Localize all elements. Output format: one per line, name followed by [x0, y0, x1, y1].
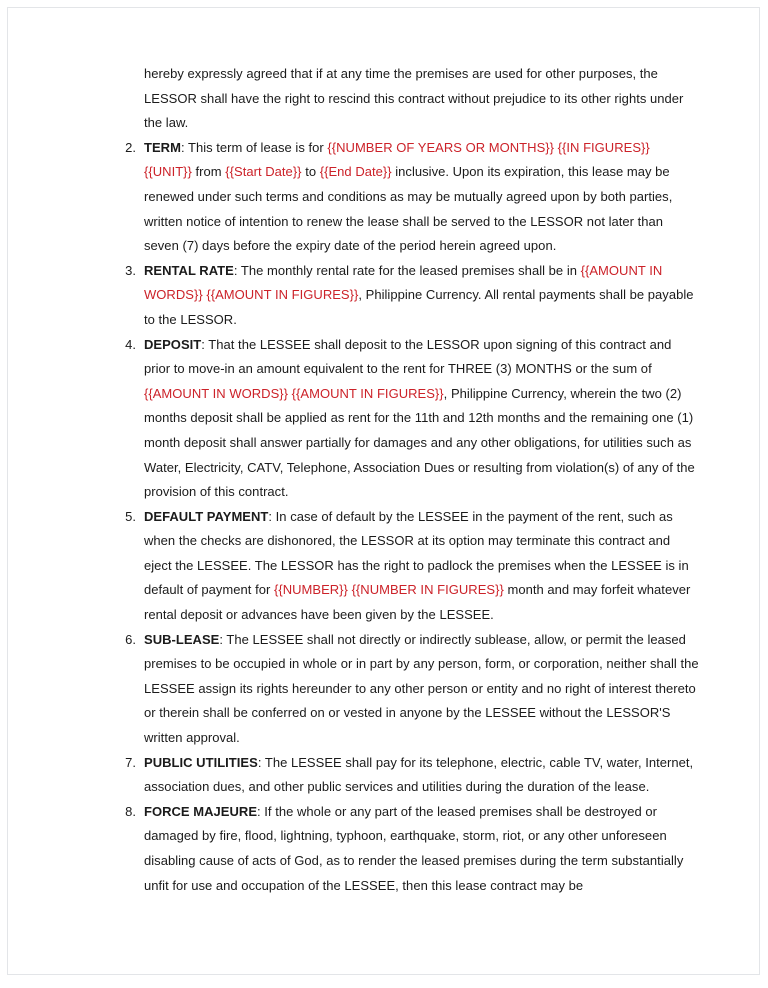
clause-item: [115, 505, 699, 628]
clause-title: PUBLIC UTILITIES: [144, 754, 258, 770]
clause-number: 3.: [125, 262, 136, 278]
clause-title: FORCE MAJEURE: [144, 803, 258, 819]
body-text-run: If the whole or any part of the leased premises shall be destroyed or damaged by fire, flood, lightning, typhoon, earthquake, storm, riot, or any other unforeseen disabling cause of acts of God, as to render the leased premises during the term substantially unfit for use and occupation of the LESSEE, then this lease contract may be: [144, 803, 684, 893]
body-text-run: In case of default by the LESSEE in the payment of the rent, such as when the checks are dishonored, the LESSOR at its option may terminate this contract and eject the LESSEE. The LESSOR has the right to padlock the premises when the LESSEE is in default of payment for: [144, 508, 689, 598]
placeholder-token: {{NUMBER IN FIGURES}}: [351, 582, 504, 598]
placeholder-token: {{IN FIGURES}}: [557, 139, 650, 155]
clause-number: 6.: [125, 631, 136, 647]
clause-separator: :: [233, 262, 241, 278]
clause-title: DEPOSIT: [144, 336, 202, 352]
body-text-run: to: [301, 164, 320, 180]
clause-separator: :: [257, 754, 265, 770]
placeholder-token: {{AMOUNT IN WORDS}}: [144, 385, 289, 401]
placeholder-token: {{NUMBER OF YEARS OR MONTHS}}: [327, 139, 554, 155]
clause-number: 5.: [125, 508, 136, 524]
clause-body: [144, 751, 699, 800]
clause-body: [144, 800, 699, 898]
clause-body: [144, 505, 699, 628]
body-text-run: from: [191, 164, 226, 180]
clause-title: RENTAL RATE: [144, 262, 234, 278]
placeholder-token: {{AMOUNT IN FIGURES}}: [206, 287, 359, 303]
clause-item: [115, 136, 699, 259]
body-text-run: This term of lease is for: [187, 139, 328, 155]
clause-separator: :: [180, 139, 188, 155]
continued-paragraph: [115, 62, 699, 136]
body-text-run: month and may forfeit whatever rental deposit or advances have been given by the LESSEE.: [144, 582, 691, 623]
body-text-run: , Philippine Currency, wherein the two (2) months deposit shall be applied as rent for the 11th and 12th months and the remaining one (1) month deposit shall answer partially for damages and any other obligations, for utilities such as Water, Electricity, CATV, Telephone, Association Dues or resulting from violation(s) of any of the provision of this contract.: [144, 385, 695, 500]
clause-body: [144, 136, 699, 259]
clause-number: 7.: [125, 754, 136, 770]
clause-list: [115, 136, 699, 898]
body-text-run: That the LESSEE shall deposit to the LESSOR upon signing of this contract and prior to move-in an amount equivalent to the rent for THREE (3) MONTHS or the sum of: [144, 336, 672, 377]
clause-item: [115, 259, 699, 333]
clause-separator: :: [268, 508, 276, 524]
clause-item: [115, 751, 699, 800]
clause-title: TERM: [144, 139, 181, 155]
body-text-run: The LESSEE shall pay for its telephone, electric, cable TV, water, Internet, association dues, and other public services and utilities during the duration of the lease.: [144, 754, 694, 795]
body-text-run: inclusive. Upon its expiration, this lease may be renewed under such terms and conditions as may be mutually agreed upon by both parties, written notice of intention to renew the lease shall be served to the LESSOR not later than seven (7) days before the expiry date of the period herein agreed upon.: [144, 164, 673, 254]
placeholder-token: {{AMOUNT IN WORDS}}: [144, 262, 663, 303]
clause-body: [144, 259, 699, 333]
body-text-run: hereby expressly agreed that if at any time the premises are used for other purposes, the LESSOR shall have the right to rescind this contract without prejudice to its other rights under the law.: [144, 66, 684, 131]
clause-separator: :: [219, 631, 227, 647]
clause-body: [144, 333, 699, 505]
body-text-run: , Philippine Currency. All rental payments shall be payable to the LESSOR.: [144, 287, 694, 327]
clause-separator: :: [201, 336, 209, 352]
clause-item: [115, 800, 699, 898]
document-body: [115, 62, 699, 898]
clause-item: [115, 333, 699, 505]
body-text-run: The monthly rental rate for the leased premises shall be in: [240, 262, 581, 278]
placeholder-token: {{NUMBER}}: [273, 582, 348, 598]
clause-body: [144, 628, 699, 751]
clause-item: [115, 628, 699, 751]
clause-number: 4.: [125, 336, 136, 352]
document-page: [7, 7, 760, 975]
clause-title: SUB-LEASE: [144, 631, 220, 647]
body-text-run: The LESSEE shall not directly or indirectly sublease, allow, or permit the leased premises to be occupied in whole or in part by any person, form, or corporation, neither shall the LESSEE assign its rights hereunder to any other person or entity and no right of interest thereto or therein shall be conferred on or vested in anyone by the LESSEE without the LESSOR'S written approval.: [144, 631, 699, 746]
clause-number: 8.: [125, 803, 136, 819]
placeholder-token: {{UNIT}}: [144, 164, 192, 180]
clause-title: DEFAULT PAYMENT: [144, 508, 269, 524]
clause-separator: :: [257, 803, 265, 819]
placeholder-token: {{AMOUNT IN FIGURES}}: [291, 385, 444, 401]
clause-number: 2.: [125, 139, 136, 155]
placeholder-token: {{Start Date}}: [225, 164, 302, 180]
placeholder-token: {{End Date}}: [319, 164, 392, 180]
